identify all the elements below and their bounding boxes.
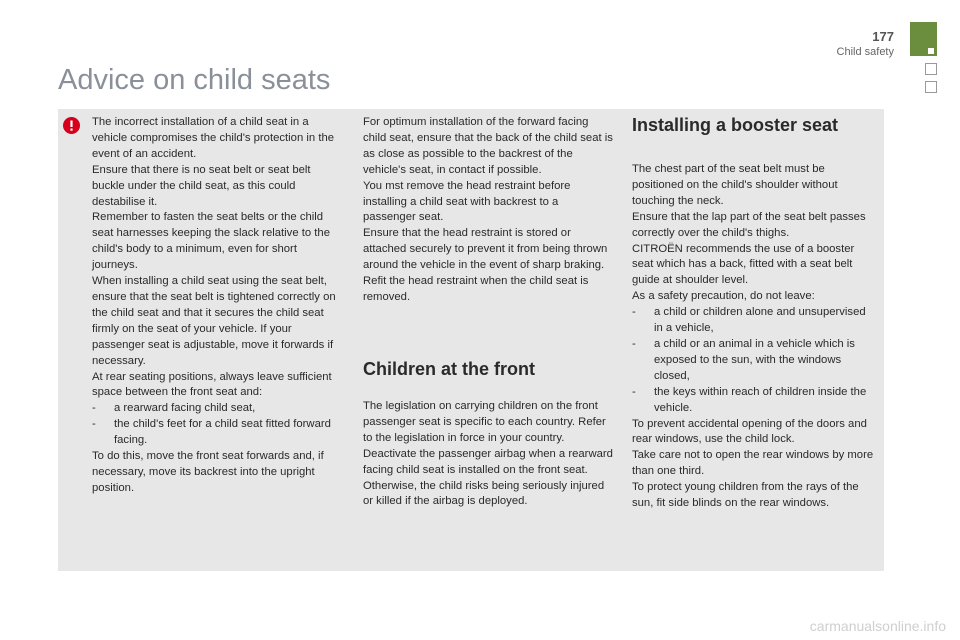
dash: - — [632, 337, 636, 350]
paragraph: The chest part of the seat belt must be positioned on the child's shoulder without touching the neck. — [632, 163, 838, 207]
list-item — [632, 385, 877, 417]
page-title: Advice on child seats — [58, 64, 331, 96]
dash: - — [92, 402, 96, 415]
list-item-text: a rearward facing child seat, — [114, 402, 256, 415]
section-name: Child safety — [836, 46, 894, 58]
chapter-tab[interactable] — [925, 63, 937, 75]
paragraph: You mst remove the head restraint before installing a child seat with backrest to a passenger seat. — [363, 179, 571, 224]
paragraph: The legislation on carrying children on the front passenger seat is specific to each country. Refer to the legislation in force in your country. — [363, 400, 606, 444]
paragraph: For optimum installation of the forward facing child seat, ensure that the back of the child seat is as close as possible to the backrest of the vehicle's seat, in contact if possible. — [363, 116, 613, 176]
list-item — [632, 337, 877, 385]
booster-text — [632, 162, 877, 512]
heading-children-front: Children at the front — [363, 359, 535, 379]
paragraph: Deactivate the passenger airbag when a rearward facing child seat is installed on the front seat. — [363, 447, 613, 476]
paragraph: To do this, move the front seat forwards and, if necessary, move its backrest into the upright position. — [92, 450, 324, 494]
list-item — [92, 401, 344, 417]
list-item-text: the child's feet for a child seat fitted forward facing. — [114, 418, 331, 447]
list-item-text: a child or an animal in a vehicle which is exposed to the sun, with the windows closed, — [654, 337, 855, 382]
paragraph: Ensure that there is no seat belt or seat belt buckle under the child seat, as this could destabilise it. — [92, 163, 311, 208]
list-item — [92, 417, 344, 449]
dash: - — [92, 418, 96, 431]
paragraph: Ensure that the head restraint is stored or attached securely to prevent it from being thrown around the vehicle in the event of sharp braking. Refit the head restraint when the child seat is removed. — [363, 227, 608, 303]
paragraph: Remember to fasten the seat belts or the child seat harnesses keeping the slack relative to the child's body to a minimum, even for short journeys. — [92, 211, 331, 272]
paragraph: As a safety precaution, do not leave: — [632, 290, 815, 303]
page-number: 177 — [872, 29, 894, 44]
children-front-text — [363, 399, 613, 510]
dash: - — [632, 306, 636, 319]
chapter-tab-active[interactable] — [910, 22, 937, 56]
tab-marker — [928, 48, 934, 54]
paragraph: To protect young children from the rays of the sun, fit side blinds on the rear windows. — [632, 481, 859, 510]
paragraph: Ensure that the lap part of the seat belt passes correctly over the child's thighs. — [632, 210, 866, 239]
paragraph: At rear seating positions, always leave sufficient space between the front seat and: — [92, 370, 332, 399]
paragraph: CITROËN recommends the use of a booster seat which has a back, fitted with a seat belt guide at shoulder level. — [632, 242, 855, 287]
list-item — [632, 305, 877, 337]
list-item-text: the keys within reach of children inside the vehicle. — [654, 385, 867, 414]
dash: - — [632, 385, 636, 398]
heading-booster-seat: Installing a booster seat — [632, 115, 839, 135]
paragraph: When installing a child seat using the seat belt, ensure that the seat belt is tightened correctly on the child seat and that it secures the child seat firmly on the seat of your vehicle. If your passenger seat is adjustable, move it forwards if necessary. — [92, 275, 336, 367]
installation-text — [363, 115, 613, 306]
paragraph: Take care not to open the rear windows by more than one third. — [632, 449, 874, 478]
paragraph: To prevent accidental opening of the doors and rear windows, use the child lock. — [632, 417, 867, 446]
warning-icon — [63, 117, 80, 134]
warning-text — [92, 115, 344, 497]
chapter-tab[interactable] — [925, 81, 937, 93]
paragraph: The incorrect installation of a child seat in a vehicle compromises the child's protection in the event of an accident. — [92, 116, 335, 160]
paragraph: Otherwise, the child risks being seriously injured or killed if the airbag is deployed. — [363, 479, 605, 508]
list-item-text: a child or children alone and unsupervised in a vehicle, — [654, 306, 866, 335]
watermark: carmanualsonline.info — [809, 618, 946, 634]
